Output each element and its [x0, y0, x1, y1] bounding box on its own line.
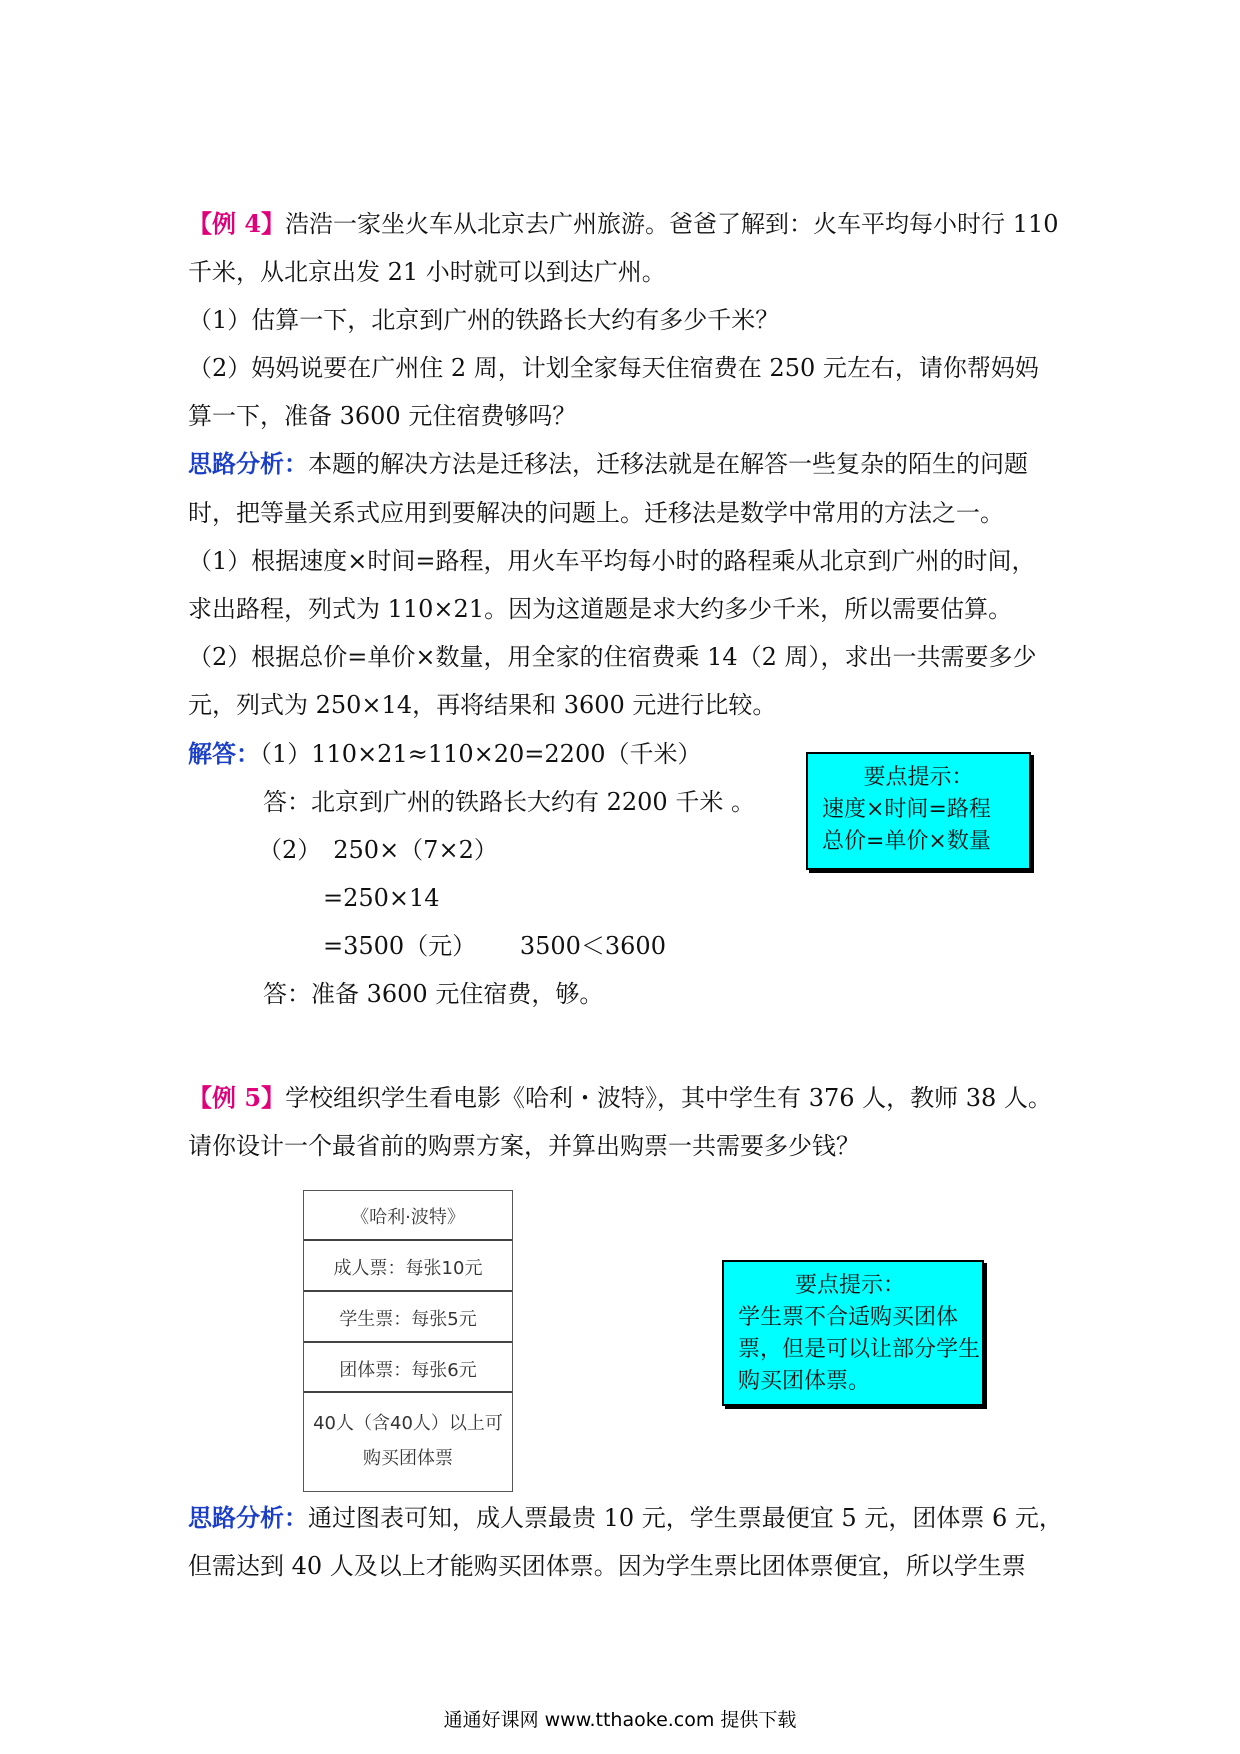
example5-problem-line2: 请你设计一个最省前的购票方案，并算出购票一共需要多少钱？: [188, 1132, 860, 1160]
tip-line: 票，但是可以让部分学生: [738, 1337, 981, 1362]
example5-tip-box: [722, 1260, 984, 1406]
example5-tag: 【例 5】: [188, 1083, 286, 1112]
ticket-price-table: [303, 1190, 513, 1492]
tip-title: 要点提示：: [863, 765, 974, 790]
example4-question2-line1: （2）妈妈说要在广州住 2 周，计划全家每天住宿费在 250 元左右，请你帮妈妈: [188, 354, 1039, 382]
analysis-text: 通过图表可知，成人票最贵 10 元，学生票最便宜 5 元，团体票 6 元，: [308, 1504, 1063, 1532]
answer-label: 解答：: [188, 739, 260, 768]
example4-problem-line2: 千米，从北京出发 21 小时就可以到达广州。: [188, 258, 666, 286]
table-divider: [304, 1290, 512, 1292]
analysis-text: 本题的解决方法是迁移法，迁移法就是在解答一些复杂的陌生的问题: [308, 450, 1028, 478]
example4-answer-line3: （2） 250×（7×2）: [258, 836, 498, 864]
page-footer: 通通好课网 www.tthaoke.com 提供下载: [443, 1709, 797, 1731]
tip-title: 要点提示：: [794, 1273, 905, 1298]
example4-analysis-line5: （2）根据总价=单价×数量，用全家的住宿费乘 14（2 周），求出一共需要多少: [188, 643, 1037, 671]
analysis-label: 思路分析：: [188, 449, 308, 478]
example4-answer-line2: 答：北京到广州的铁路长大约有 2200 千米 。: [263, 788, 755, 816]
ticket-adult: 成人票：每张10元: [333, 1258, 483, 1279]
example4-analysis-line6: 元，列式为 250×14，再将结果和 3600 元进行比较。: [188, 691, 777, 719]
example4-text: 浩浩一家坐火车从北京去广州旅游。爸爸了解到：火车平均每小时行 110: [285, 210, 1059, 238]
example4-question2-line2: 算一下，准备 3600 元住宿费够吗？: [188, 402, 577, 430]
example4-analysis-line3: （1）根据速度×时间=路程，用火车平均每小时的路程乘从北京到广州的时间，: [188, 547, 1036, 575]
tip-line: 购买团体票。: [738, 1369, 871, 1394]
ticket-group: 团体票：每张6元: [339, 1360, 477, 1381]
ticket-student: 学生票：每张5元: [339, 1309, 477, 1330]
example5-text: 学校组织学生看电影《哈利・波特》，其中学生有 376 人，教师 38 人。: [285, 1084, 1052, 1112]
table-divider: [304, 1391, 512, 1393]
tip-line: 总价=单价×数量: [822, 829, 991, 854]
example4-answer-line6: 答：准备 3600 元住宿费，够。: [263, 980, 604, 1008]
tip-line: 学生票不合适购买团体: [738, 1305, 959, 1330]
tip-line: 速度×时间=路程: [822, 797, 991, 822]
example4-tip-box: [806, 752, 1031, 870]
ticket-title: 《哈利·波特》: [351, 1207, 465, 1228]
example4-answer-line4: =250×14: [323, 884, 440, 912]
answer-text: （1）110×21≈110×20=2200（千米）: [260, 740, 702, 768]
example5-analysis-line1: [188, 1502, 1063, 1534]
analysis-label: 思路分析：: [188, 1503, 308, 1532]
example4-question1: （1）估算一下，北京到广州的铁路长大约有多少千米？: [188, 306, 780, 334]
table-divider: [304, 1239, 512, 1241]
example4-answer-line1: [188, 738, 701, 770]
example4-problem-line1: [188, 208, 1059, 240]
example4-analysis-line1: [188, 448, 1028, 480]
example4-analysis-line2: 时，把等量关系式应用到要解决的问题上。迁移法是数学中常用的方法之一。: [188, 499, 1004, 527]
ticket-note-line2: 购买团体票: [363, 1448, 453, 1469]
example4-tag: 【例 4】: [188, 209, 286, 238]
table-divider: [304, 1341, 512, 1343]
ticket-note-line1: 40人（含40人）以上可: [313, 1413, 503, 1434]
example5-problem-line1: [188, 1082, 1052, 1114]
example4-analysis-line4: 求出路程，列式为 110×21。因为这道题是求大约多少千米，所以需要估算。: [188, 595, 1013, 623]
example5-analysis-line2: 但需达到 40 人及以上才能购买团体票。因为学生票比团体票便宜，所以学生票: [188, 1552, 1026, 1580]
example4-answer-line5: =3500（元） 3500＜3600: [323, 932, 666, 960]
